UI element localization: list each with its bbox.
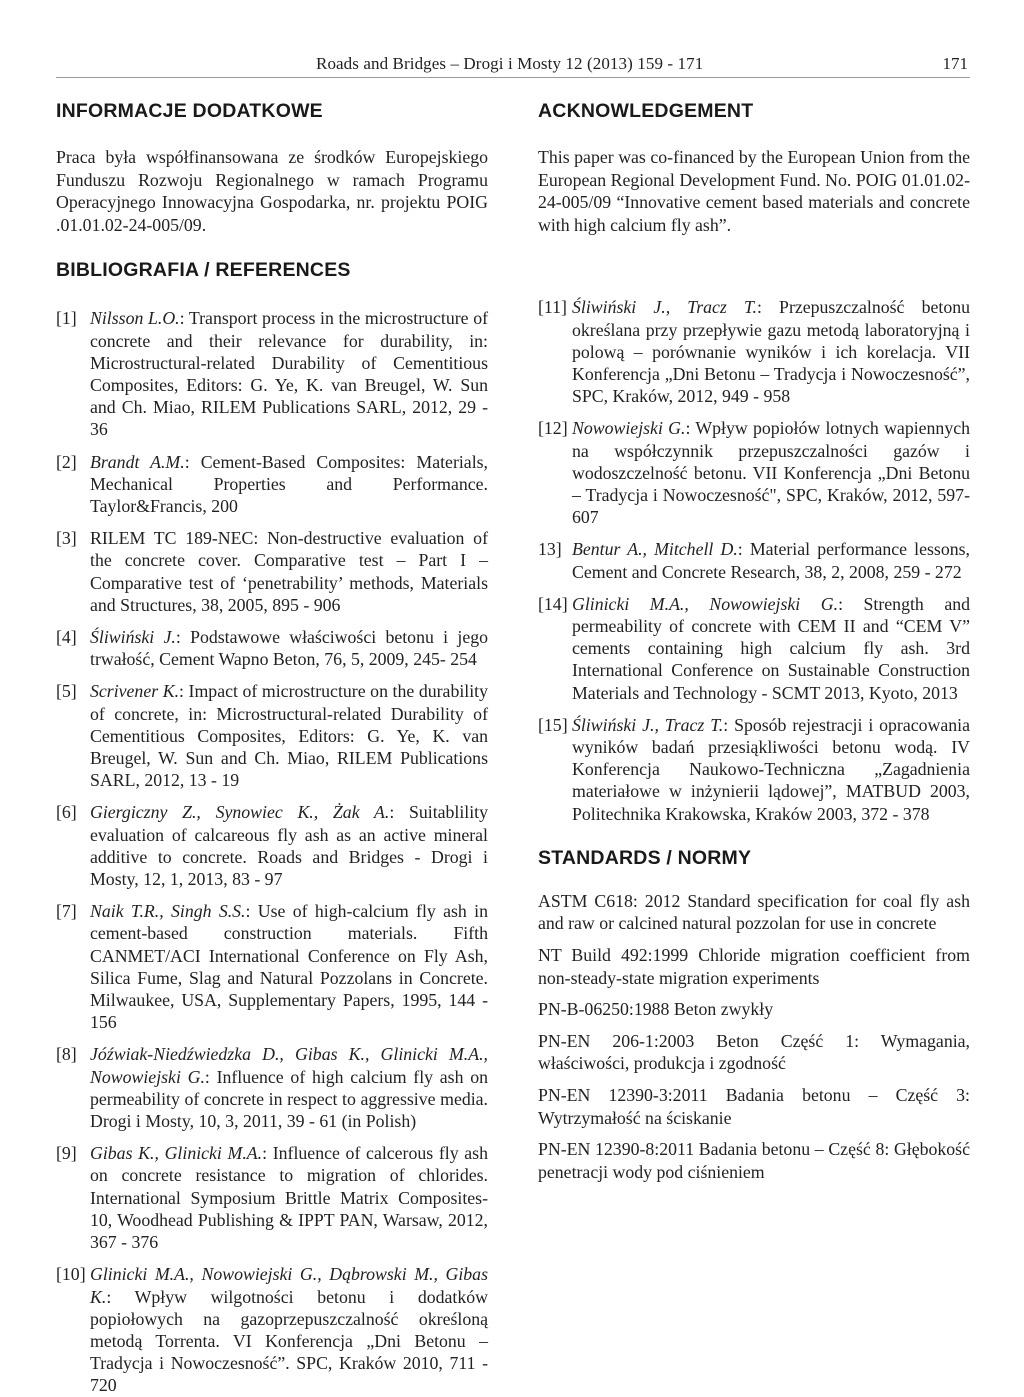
reference-number: [8] [56, 1044, 77, 1065]
left-column [56, 96, 488, 1397]
bibliography-heading: BIBLIOGRAFIA / REFERENCES [56, 259, 351, 282]
reference-text: RILEM TC 189-NEC: Non-destructive evaluation of the concrete cover. Comparative test – Part I – Comparative test of ‘penetrability’ methods, Materials and Structures, 38, 2005, 895 - 906 [90, 528, 488, 615]
reference-text: : Transport process in the microstructure of concrete and their relevance for durability, in: Microstructural-related Durability of Cementitious Composites, Editors: G. Ye, K. van Breugel, W. Sun and Ch. Miao, RILEM Publications SARL, 2012, 29 - 36 [90, 308, 489, 440]
running-header [56, 52, 970, 78]
reference-item [56, 626, 488, 670]
journal-citation: Roads and Bridges – Drogi i Mosty 12 (2013) 159 - 171 [316, 54, 704, 73]
reference-text: : Cement-Based Composites: Materials, Mechanical Properties and Performance. Taylor&Francis, 200 [90, 451, 488, 516]
reference-number: [10] [56, 1264, 86, 1285]
reference-authors: Scrivener K. [90, 681, 180, 702]
standard-item: PN-EN 12390-8:2011 Badania betonu – Część 8: Głębokość penetracji wody pod ciśnieniem [538, 1139, 970, 1182]
reference-list-right [538, 296, 970, 824]
reference-number: [4] [56, 627, 77, 648]
reference-number: [12] [538, 418, 568, 439]
reference-authors: Śliwiński J. [90, 627, 176, 648]
reference-authors: Brandt A.M. [90, 451, 185, 472]
reference-number: [1] [56, 308, 77, 329]
reference-authors: Giergiczny Z., Synowiec K., Żak A. [90, 802, 390, 823]
reference-text: : Wpływ popiołów lotnych wapiennych na współczynnik przepuszczalności gazów i wodoszczelność betonu. VII Konferencja „Dni Betonu – Tradycja i Nowoczesność", SPC, Kraków, 2012, 597-607 [572, 418, 970, 528]
reference-authors: Gibas K., Glinicki M.A. [90, 1143, 263, 1164]
reference-item [56, 1142, 488, 1253]
reference-text: : Strength and permeability of concrete with CEM II and “CEM V” cements containing high calcium fly ash. 3rd International Conference on Sustainable Construction Materials and Technology - SCMT 2013, Kyoto, 2013 [572, 593, 970, 703]
reference-text: : Wpływ wilgotności betonu i dodatków popiołowych na gazoprzepuszczalność określoną metodą Torrenta. VI Konferencja „Dni Betonu – Tradycja i Nowoczesność”. SPC, Kraków 2010, 711 - 720 [90, 1286, 488, 1396]
reference-authors: Bentur A., Mitchell D. [572, 539, 738, 560]
reference-authors: Nilsson L.O. [90, 308, 180, 329]
reference-authors: Śliwiński J., Tracz T. [572, 714, 724, 735]
reference-item [538, 296, 970, 407]
reference-item [538, 538, 970, 582]
reference-authors: Nowowiejski G. [572, 418, 686, 439]
standards-list [538, 890, 970, 1184]
reference-number: [7] [56, 901, 77, 922]
acknowledgement-paragraph: This paper was co-financed by the European Union from the European Regional Development Fund. No. POIG 01.01.02-24-005/09 “Innovative cement based materials and concrete with high calcium fly ash”. [538, 147, 970, 235]
reference-number: [14] [538, 593, 568, 614]
info-heading: INFORMACJE DODATKOWE [56, 100, 323, 122]
reference-item [56, 900, 488, 1033]
reference-text: : Influence of high calcium fly ash on permeability of concrete in respect to aggressive media. Drogi i Mosty, 10, 3, 2011, 39 - 61 (in Polish) [90, 1066, 488, 1132]
standard-item: PN-B-06250:1988 Beton zwykły [538, 999, 774, 1020]
reference-authors: Jóźwiak-Niedźwiedzka D., Gibas K., Glinicki M.A., Nowowiejski G. [90, 1044, 488, 1087]
right-column [538, 96, 970, 1183]
reference-text: : Sposób rejestracji i opracowania wyników badań przesiąkliwości betonu wodą. IV Konferencja Naukowo-Techniczna „Zagadnienia materiałowe w inżynierii lądowej”, MATBUD 2003, Politechnika Krakowska, Kraków 2003, 372 - 378 [572, 714, 970, 824]
reference-authors: Śliwiński J., Tracz T. [572, 297, 757, 318]
reference-list-left [56, 307, 488, 1396]
reference-text: : Material performance lessons, Cement and Concrete Research, 38, 2, 2008, 259 - 272 [572, 539, 970, 582]
standard-item: PN-EN 206-1:2003 Beton Część 1: Wymagania, właściwości, produkcja i zgodność [538, 1030, 970, 1074]
standard-item: ASTM C618: 2012 Standard specification for coal fly ash and raw or calcined natural pozzolan for use in concrete [538, 890, 970, 934]
standard-item: NT Build 492:1999 Chloride migration coefficient from non-steady-state migration experiments [538, 945, 970, 988]
reference-item [538, 593, 970, 704]
reference-number: [2] [56, 451, 77, 472]
reference-item [538, 714, 970, 825]
reference-text: : Podstawowe właściwości betonu i jego trwałość, Cement Wapno Beton, 76, 5, 2009, 245- 254 [90, 627, 488, 670]
reference-authors: Glinicki M.A., Nowowiejski G., Dąbrowski M., Gibas K. [90, 1264, 488, 1307]
reference-text: : Suitablility evaluation of calcareous fly ash as an active mineral additive to concrete. Roads and Bridges - Drogi i Mosty, 12, 1, 2013, 83 - 97 [90, 802, 489, 890]
reference-item [56, 1263, 488, 1396]
reference-text: : Use of high-calcium fly ash in cement-based construction materials. Fifth CANMET/ACI International Conference on Fly Ash, Silica Fume, Slag and Natural Pozzolans in Concrete. Milwaukee, USA, Supplementary Papers, 1995, 144 - 156 [90, 901, 488, 1033]
reference-text: : Impact of microstructure on the durability of concrete, in: Microstructural-related Durability of Cementitious Composites, Editors: G. Ye, K. van Breugel, W. Sun and Ch. Miao, RILEM Publications SARL, 2012, 13 - 19 [90, 681, 488, 791]
reference-number: [3] [56, 528, 77, 549]
reference-number: [5] [56, 681, 77, 702]
reference-number: [15] [538, 714, 568, 735]
reference-item [56, 451, 488, 518]
reference-item [56, 680, 488, 791]
acknowledgement-heading: ACKNOWLEDGEMENT [538, 100, 754, 122]
reference-number: [6] [56, 802, 77, 823]
reference-item [56, 801, 488, 890]
reference-authors: Naik T.R., Singh S.S. [90, 901, 246, 922]
reference-text: : Influence of calcerous fly ash on concrete resistance to migration of chlorides. International Symposium Brittle Matrix Composites-10, Woodhead Publishing & IPPT PAN, Warsaw, 2012, 367 - 376 [90, 1143, 488, 1253]
info-paragraph: Praca była współfinansowana ze środków Europejskiego Funduszu Rozwoju Regionalnego w ramach Programu Operacyjnego Innowacyjna Gospodarka, nr. projektu POIG .01.01.02-24-005/09. [56, 147, 488, 235]
reference-authors: Glinicki M.A., Nowowiejski G. [572, 593, 839, 614]
reference-item [56, 527, 488, 616]
reference-number: 13] [538, 539, 562, 560]
standard-item: PN-EN 12390-3:2011 Badania betonu – Część 3: Wytrzymałość na ściskanie [538, 1085, 970, 1128]
reference-number: [11] [538, 297, 567, 318]
reference-text: : Przepuszczalność betonu określana przy przepływie gazu metodą laboratoryjną i polową – porównanie wyników i ich korelacja. VII Konferencja „Dni Betonu – Tradycja i Nowoczesność”, SPC, Kraków, 2012, 949 - 958 [572, 297, 970, 407]
reference-item [538, 417, 970, 528]
standards-heading: STANDARDS / NORMY [538, 846, 752, 869]
reference-item [56, 307, 488, 440]
page-number: 171 [942, 54, 968, 73]
reference-number: [9] [56, 1143, 77, 1164]
reference-item [56, 1043, 488, 1132]
